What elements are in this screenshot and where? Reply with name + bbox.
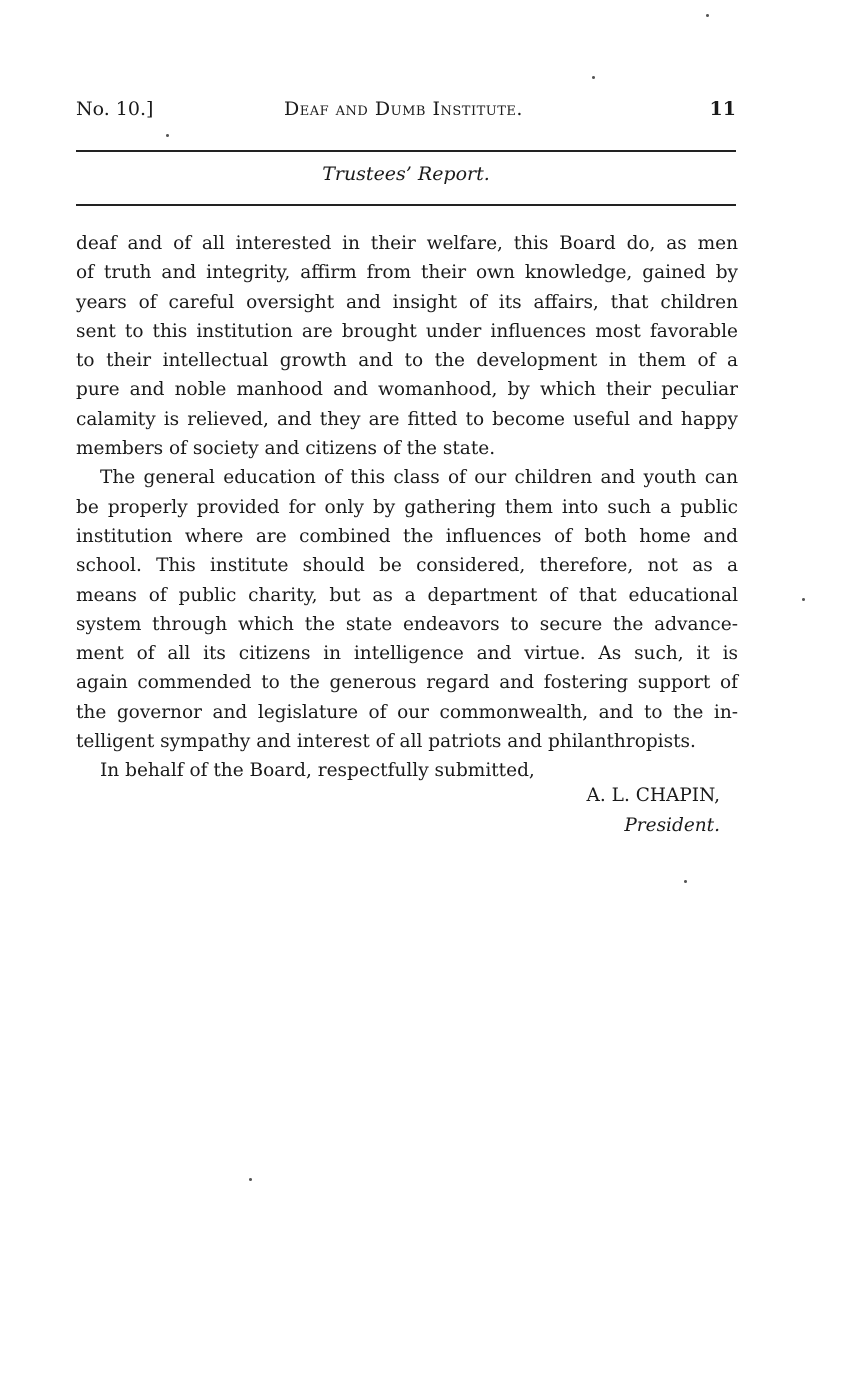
header-title: Deaf and Dumb Institute. [284, 98, 523, 120]
text-line: members of society and citizens of the state. [76, 438, 496, 460]
text-line: to their intellectual growth and to the development in them of a [76, 350, 738, 372]
header-rule-top [76, 150, 736, 152]
header-rule-bottom [76, 204, 736, 206]
page-number: 11 [709, 98, 736, 120]
text-line: years of careful oversight and insight of its affairs, that children [76, 291, 738, 313]
text-line: institution where are combined the influences of both home and [76, 525, 738, 547]
document-number: No. 10.] [76, 98, 154, 120]
scan-speck [684, 880, 687, 883]
scan-speck [249, 1178, 252, 1181]
signature-title: President. [624, 815, 720, 836]
text-line: of truth and integrity, affirm from their own knowledge, gained by [76, 262, 738, 284]
text-line: school. This institute should be considered, therefore, not as a [76, 555, 738, 577]
text-line: be properly provided for only by gathering them into such a public [76, 496, 738, 518]
text-line: the governor and legislature of our commonwealth, and to the in- [76, 701, 738, 723]
section-title: Trustees’ Report. [322, 163, 490, 185]
text-line: deaf and of all interested in their welfare, this Board do, as men [76, 233, 738, 254]
report-body [76, 229, 738, 786]
running-header [76, 98, 736, 128]
text-line: ment of all its citizens in intelligence and virtue. As such, it is [76, 643, 738, 665]
scan-speck [802, 598, 805, 601]
text-line: sent to this institution are brought under influences most favorable [76, 320, 738, 342]
scan-speck [166, 134, 169, 137]
text-line: calamity is relieved, and they are fitted to become useful and happy [76, 408, 738, 430]
signature-name: A. L. CHAPIN, [586, 785, 720, 806]
text-line: system through which the state endeavors to secure the advance- [76, 613, 738, 635]
scan-speck [592, 76, 595, 79]
scan-speck [706, 14, 709, 17]
text-line: again commended to the generous regard and fostering support of [76, 672, 738, 694]
text-line: means of public charity, but as a department of that educational [76, 584, 738, 606]
text-line: In behalf of the Board, respectfully submitted, [100, 760, 535, 782]
text-line: telligent sympathy and interest of all patriots and philanthropists. [76, 731, 696, 753]
text-line: The general education of this class of our children and youth can [100, 467, 738, 489]
text-line: pure and noble manhood and womanhood, by which their peculiar [76, 379, 738, 401]
